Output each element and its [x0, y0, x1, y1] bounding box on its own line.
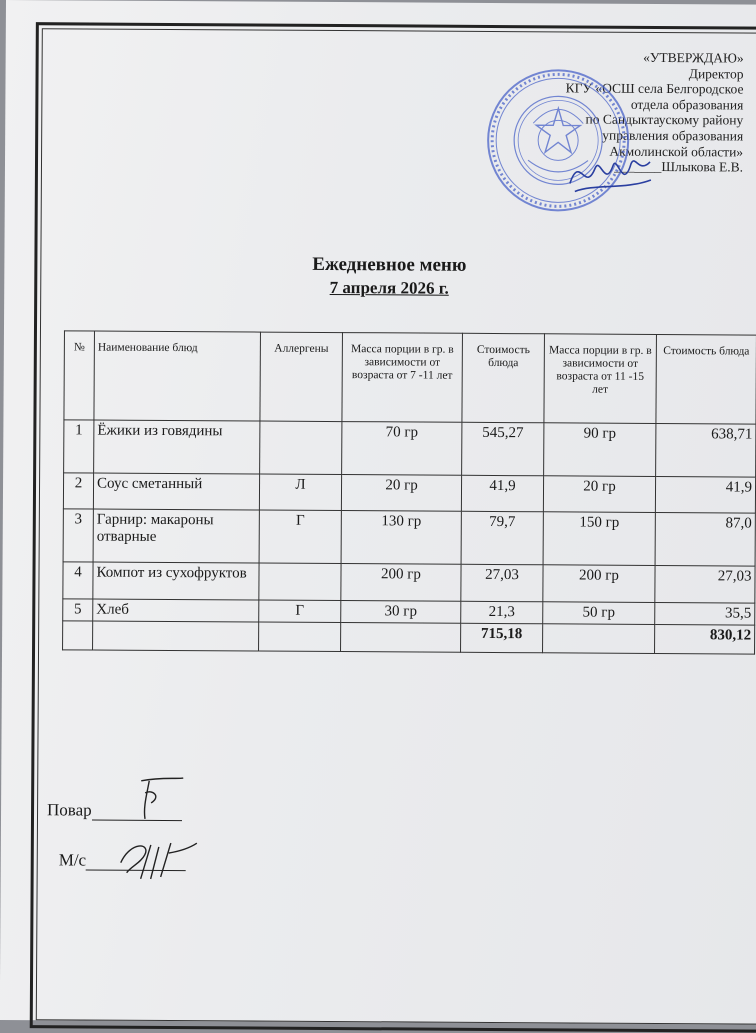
cell-cost-large: 638,71 — [656, 423, 756, 477]
nurse-signature-icon — [111, 833, 201, 884]
cook-label: Повар — [46, 800, 92, 820]
cell-cost-small: 27,03 — [461, 564, 543, 602]
cell-cost-large: 27,03 — [655, 565, 755, 603]
cell-allergen — [260, 421, 342, 474]
cell-portion-large: 50 гр — [543, 602, 655, 625]
cell-dish: Компот из сухофруктов — [93, 562, 259, 600]
table-row — [64, 420, 756, 477]
table-row — [63, 562, 755, 603]
cell-empty — [93, 621, 259, 651]
cell-portion-large: 20 гр — [543, 476, 655, 513]
approval-line: по Сандыктаускому району — [585, 111, 744, 128]
cell-portion-small: 30 гр — [341, 601, 461, 624]
cell-portion-large: 90 гр — [544, 423, 656, 477]
totals-row — [63, 621, 755, 654]
cell-portion-small: 70 гр — [342, 422, 462, 476]
table-row — [63, 473, 755, 513]
cell-allergen: Г — [259, 510, 341, 563]
approval-line: КГУ «ОСШ села Белгородское — [565, 80, 744, 97]
cell-allergen: Г — [259, 600, 341, 623]
approval-signature-line: _______Шлыкова Е.В. — [614, 158, 744, 175]
cell-number: 2 — [63, 473, 93, 509]
approval-line: управления образования — [602, 127, 744, 144]
cell-empty — [259, 622, 341, 652]
header-number: № — [64, 331, 95, 420]
header-cost-7-11: Стоимость блюда — [462, 333, 545, 422]
cell-empty — [63, 621, 93, 650]
menu-date: 7 апреля 2026 г. — [329, 277, 449, 298]
approval-line: Директор — [688, 65, 744, 82]
cell-cost-small: 21,3 — [461, 601, 543, 624]
cell-number: 4 — [63, 562, 93, 599]
title-block — [4, 252, 756, 301]
cell-portion-small: 20 гр — [341, 475, 461, 512]
cell-cost-large: 87,0 — [655, 512, 755, 566]
cell-dish: Гарнир: макароны отварные — [93, 509, 259, 563]
cell-portion-large: 200 гр — [543, 565, 655, 603]
approval-line: отдела образования — [630, 96, 744, 113]
header-allergens: Аллергены — [260, 332, 343, 421]
cell-portion-small: 200 гр — [341, 564, 461, 602]
cell-portion-small: 130 гр — [341, 511, 461, 565]
table-header-row — [64, 331, 756, 424]
cell-allergen: Л — [259, 474, 341, 511]
cell-empty — [543, 624, 655, 654]
cell-allergen — [259, 563, 341, 601]
director-signature-icon — [565, 143, 655, 204]
menu-table — [62, 330, 756, 654]
total-cost-small: 715,18 — [461, 623, 543, 653]
cell-number: 3 — [63, 509, 93, 562]
cook-signature-icon — [121, 773, 201, 823]
cell-dish: Хлеб — [93, 599, 259, 622]
cell-number: 1 — [64, 420, 94, 473]
table-row — [63, 509, 755, 566]
approval-line: Акмолинской области» — [609, 143, 744, 160]
cell-cost-large: 41,9 — [655, 476, 755, 513]
total-cost-large: 830,12 — [655, 624, 755, 654]
cell-cost-large: 35,5 — [655, 602, 755, 625]
header-dish-name: Наименование блюд — [94, 331, 261, 421]
cell-dish: Соус сметанный — [93, 473, 259, 510]
page-title: Ежедневное меню — [312, 253, 467, 276]
cell-cost-small: 41,9 — [461, 475, 543, 512]
cell-cost-small: 79,7 — [461, 511, 543, 564]
cell-dish: Ёжики из говядины — [94, 420, 260, 474]
approval-line: «УТВЕРЖДАЮ» — [643, 49, 744, 66]
nurse-label: М/с — [58, 850, 87, 870]
header-portion-11-15: Масса порции в гр. в зависимости от возраста от 11 -15 лет — [544, 334, 657, 424]
cell-number: 5 — [63, 599, 93, 621]
cell-cost-small: 545,27 — [462, 422, 544, 475]
cell-portion-large: 150 гр — [543, 512, 655, 566]
cell-empty — [341, 623, 461, 653]
header-portion-7-11: Масса порции в гр. в зависимости от возраста от 7 -11 лет — [342, 333, 463, 423]
header-cost-11-15: Стоимость блюда — [656, 334, 756, 424]
